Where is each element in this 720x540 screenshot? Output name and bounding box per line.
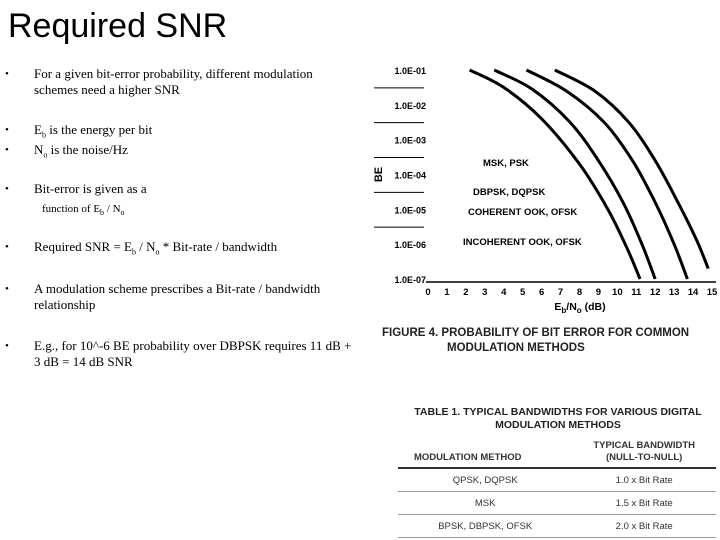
table-row [398,468,716,492]
x-tick-label: 2 [463,287,469,298]
x-tick-labels [425,287,718,298]
table-caption-line2: MODULATION METHODS [495,419,621,431]
x-tick-label: 0 [425,287,431,298]
y-tick-label: 1.0E-04 [394,170,426,181]
y-tick-label: 1.0E-03 [394,135,426,146]
figure-caption-line1: FIGURE 4. PROBABILITY OF BIT ERROR FOR COMMON [382,327,690,339]
bullet-text: Bit-error is given as a [34,181,147,196]
cell-bandwidth: 1.5 x Bit Rate [572,492,716,515]
figure-caption [382,326,718,356]
series-label: COHERENT OOK, OFSK [468,207,578,218]
bullet-glyph: • [5,183,9,195]
bandwidth-table [398,437,716,538]
bullet-glyph: • [5,340,9,352]
series-label: MSK, PSK [483,158,529,169]
x-tick-label: 3 [482,287,488,298]
x-tick-label: 9 [595,287,602,298]
bullet-text: For a given bit-error probability, different modulation schemes need a higher SNR [34,66,313,97]
bullet-text: E.g., for 10^-6 BE probability over DBPSK requires 11 dB + 3 dB = 14 dB SNR [34,338,352,369]
table-caption-line1: TABLE 1. TYPICAL BANDWIDTHS FOR VARIOUS DIGITAL [414,406,702,418]
bullet-glyph: • [5,241,9,253]
x-tick-label: 15 [706,287,718,298]
bit-error-chart [370,58,720,358]
bullet-subtext: function of $E_b / N_o$ [42,203,125,218]
cell-method: QPSK, DQPSK [398,468,572,492]
x-tick-label: 13 [668,287,680,298]
table-row [398,515,716,538]
cell-method: MSK [398,492,572,515]
x-tick-label: 12 [649,287,661,298]
x-tick-label: 6 [538,287,545,298]
series-label: DBPSK, DQPSK [473,187,546,198]
bullet-text: A modulation scheme prescribes a Bit-rate / bandwidth relationship [34,281,321,312]
series-labels [460,156,592,248]
slide-title: Required SNR [8,7,228,45]
table-header-row [398,437,716,468]
y-tick-label: 1.0E-02 [394,100,426,111]
y-tick-label: 1.0E-06 [394,240,426,251]
x-tick-label: 14 [687,287,699,298]
bullet-glyph: • [5,124,9,136]
cell-bandwidth: 1.0 x Bit Rate [572,468,716,492]
x-axis-label: $E_b/N_o$ (dB) [554,301,606,315]
bullet-text: Required SNR = $E_b / N_o$ * Bit-rate / bandwidth [34,239,278,257]
y-tick-labels [394,66,426,285]
x-tick-label: 1 [444,287,450,298]
bullet-glyph: • [5,283,9,295]
x-tick-label: 8 [576,287,583,298]
cell-bandwidth: 2.0 x Bit Rate [572,515,716,538]
col-header-method: MODULATION METHOD [398,437,572,468]
cell-method: BPSK, DBPSK, OFSK [398,515,572,538]
x-tick-label: 7 [557,287,564,298]
y-tick-label: 1.0E-05 [394,205,426,216]
bullet-text: $N_o$ is the noise/Hz [34,142,128,160]
x-tick-label: 4 [501,287,507,298]
col-header-bandwidth: TYPICAL BANDWIDTH (NULL-TO-NULL) [572,437,716,468]
y-axis-label: BE [373,166,385,183]
bullet-glyph: • [5,144,9,156]
series-label: INCOHERENT OOK, OFSK [463,237,582,248]
x-tick-label: 11 [631,287,642,298]
table-row [398,492,716,515]
table-caption [398,406,718,432]
figure-caption-line2: MODULATION METHODS [447,342,585,354]
x-tick-label: 10 [612,287,623,298]
x-tick-label: 5 [520,287,526,298]
y-tick-label: 1.0E-01 [394,66,426,76]
bullet-text: $E_b$ is the energy per bit [34,122,153,140]
y-tick-label: 1.0E-07 [394,275,426,285]
bullet-glyph: • [5,68,9,80]
